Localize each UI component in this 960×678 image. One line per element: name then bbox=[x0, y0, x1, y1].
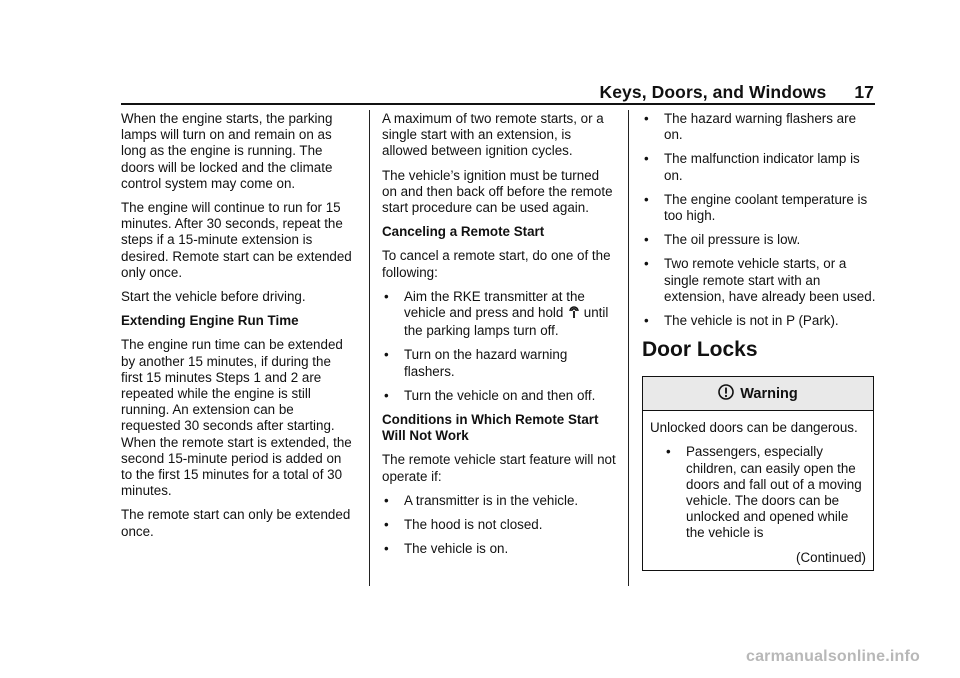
warning-header bbox=[643, 377, 873, 411]
bullet: • bbox=[644, 191, 649, 207]
list-item: • Passengers, especially children, can easily open the doors and fall out of a moving vehicle. The doors can be unlocked and opened while the vehicle is bbox=[666, 444, 862, 541]
bullet: • bbox=[644, 256, 649, 272]
list-item: • The vehicle is on. bbox=[384, 541, 509, 557]
bullet: • bbox=[384, 347, 389, 363]
paragraph: The vehicle’s ignition must be turned on and then back off before the remote start procedure can be used again. bbox=[382, 167, 613, 216]
bullet: • bbox=[384, 517, 389, 533]
column-1 bbox=[121, 111, 356, 548]
list-item: • The oil pressure is low. bbox=[644, 232, 801, 248]
warning-body bbox=[643, 411, 873, 570]
subheading-canceling-remote-start: Canceling a Remote Start bbox=[382, 224, 545, 240]
paragraph: When the engine starts, the parking lamps will turn on and remain on as long as the engine is running. The doors will be locked and the climate control system may come on. bbox=[121, 111, 333, 191]
bullet: • bbox=[384, 492, 389, 508]
list-item: • Two remote vehicle starts, or a single remote start with an extension, have already been used. bbox=[644, 256, 876, 304]
paragraph: A maximum of two remote starts, or a single start with an extension, is allowed between ignition cycles. bbox=[382, 111, 604, 159]
column-divider bbox=[369, 110, 370, 586]
list-item: • A transmitter is in the vehicle. bbox=[384, 492, 579, 508]
paragraph: The remote start can only be extended once. bbox=[121, 507, 351, 539]
paragraph: Start the vehicle before driving. bbox=[121, 289, 306, 305]
continued-label: (Continued) bbox=[796, 549, 866, 565]
subheading-conditions: Conditions in Which Remote Start Will Not Work bbox=[382, 412, 599, 444]
subheading-extending-run-time: Extending Engine Run Time bbox=[121, 313, 299, 329]
column-divider bbox=[628, 110, 629, 586]
header-rule bbox=[121, 103, 875, 105]
warning-icon bbox=[718, 384, 734, 404]
warning-title: Warning bbox=[740, 385, 798, 402]
bullet: • bbox=[644, 111, 649, 126]
running-header bbox=[599, 82, 874, 103]
list-item: • The vehicle is not in P (Park). bbox=[644, 313, 839, 329]
list-item: • The engine coolant temperature is too high. bbox=[644, 191, 868, 224]
bullet: • bbox=[384, 288, 389, 304]
bullet: • bbox=[384, 387, 389, 403]
page-number: 17 bbox=[854, 82, 874, 102]
list-item: • Turn on the hazard warning flashers. bbox=[384, 347, 568, 379]
bullet: • bbox=[384, 541, 389, 557]
list-item: • Turn the vehicle on and then off. bbox=[384, 387, 596, 403]
watermark: carmanualsonline.info bbox=[745, 648, 920, 665]
list-item: • The malfunction indicator lamp is on. bbox=[644, 151, 860, 183]
section-heading-door-locks: Door Locks bbox=[642, 338, 758, 362]
column-3 bbox=[642, 111, 877, 571]
bullet: • bbox=[644, 232, 649, 248]
list-item: • Aim the RKE transmitter at the vehicle and press and hold until the parking lamps turn off. bbox=[384, 288, 609, 339]
list-item: • The hazard warning flashers are on. bbox=[644, 111, 857, 143]
section-title: Keys, Doors, and Windows bbox=[599, 82, 827, 102]
warning-text: Unlocked doors can be dangerous. bbox=[650, 420, 858, 436]
bullet: • bbox=[644, 313, 649, 329]
column-2 bbox=[382, 111, 617, 565]
paragraph: The remote vehicle start feature will not operate if: bbox=[382, 452, 616, 484]
list-item: • The hood is not closed. bbox=[384, 517, 543, 533]
paragraph: The engine run time can be extended by another 15 minutes, if during the first 15 minutes Steps 1 and 2 are repeated while the engine is still running. An extension can be requested 30 seconds after starting. When the remote start is extended, the second 15-minute period is added on to the first 15 minutes for a total of 30 minutes. bbox=[121, 337, 352, 499]
remote-start-icon bbox=[568, 305, 580, 323]
bullet: • bbox=[666, 444, 671, 460]
bullet: • bbox=[644, 151, 649, 167]
paragraph: The engine will continue to run for 15 minutes. After 30 seconds, repeat the steps if a 15-minute extension is desired. Remote start can be extended only once. bbox=[121, 200, 352, 280]
paragraph: To cancel a remote start, do one of the following: bbox=[382, 248, 611, 280]
warning-box bbox=[642, 376, 874, 571]
